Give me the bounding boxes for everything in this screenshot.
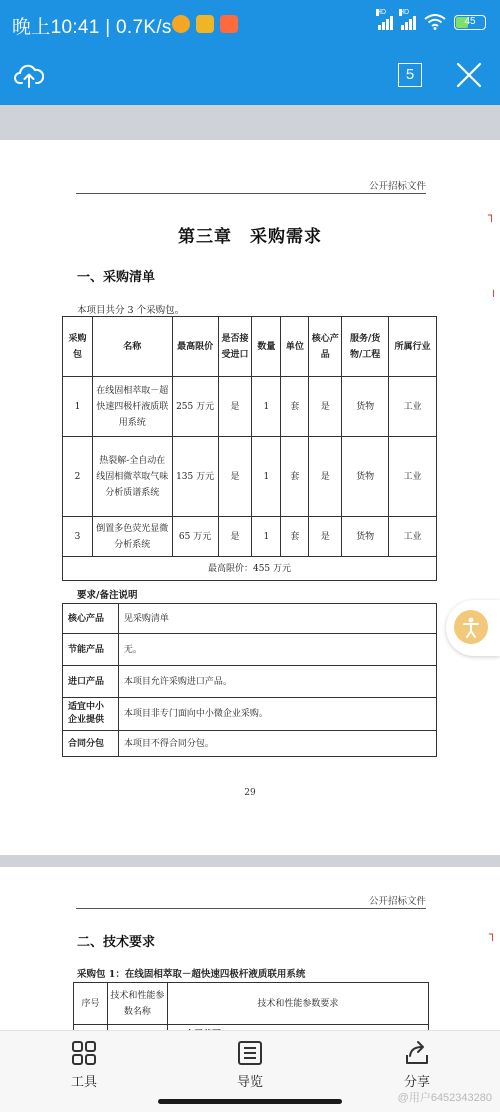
list-icon	[236, 1039, 264, 1067]
table-cell: 1	[63, 377, 93, 437]
table-cell: 货物	[342, 517, 389, 557]
table-cell: 在线固相萃取－超快速四极杆液质联用系统	[92, 377, 172, 437]
header-cell: 数量	[252, 317, 281, 377]
header-rule	[76, 193, 426, 194]
requirement-key: 核心产品	[63, 604, 119, 634]
outline-label: 导览	[236, 1074, 263, 1089]
table-cell: 工业	[389, 517, 437, 557]
table-cell: 工业	[389, 377, 437, 437]
requirement-key: 进口产品	[63, 666, 119, 698]
intro-text: 本项目共分 3 个采购包。	[77, 305, 185, 316]
running-head: 公开招标文件	[368, 181, 426, 192]
notification-icons	[172, 15, 238, 35]
table-cell: 是	[218, 437, 252, 517]
table-cell: 倒置多色荧光显微分析系统	[92, 517, 172, 557]
tools-button[interactable]	[44, 1039, 124, 1090]
table-cell: 是	[218, 517, 252, 557]
table-cell: 3	[63, 517, 93, 557]
app-header	[0, 0, 500, 105]
status-bar	[0, 0, 500, 50]
table-cell: 255 万元	[172, 377, 218, 437]
running-head: 公开招标文件	[368, 896, 426, 907]
red-stamp-mark: ┐	[488, 208, 496, 222]
table-total-row	[63, 557, 437, 581]
table-header-row	[63, 317, 437, 377]
requirement-value: 本项目非专门面向中小微企业采购。	[118, 698, 436, 731]
table-cell: 2	[63, 437, 93, 517]
document-page	[0, 140, 500, 855]
document-page	[0, 855, 500, 1035]
header-cell: 所属行业	[389, 317, 437, 377]
status-time: 晚上10:41 | 0.7K/s	[12, 17, 172, 38]
red-stamp-mark: ╵	[490, 290, 498, 304]
table-cell: 是	[309, 377, 342, 437]
viewer-toolbar	[0, 50, 500, 105]
red-stamp-mark: ┐	[489, 927, 497, 941]
table-cell: 工业	[389, 437, 437, 517]
requirement-value: 无。	[118, 634, 436, 666]
signal-icon: HD	[378, 14, 393, 30]
header-cell: 序号	[74, 983, 108, 1025]
header-cell: 单位	[281, 317, 309, 377]
table-row	[63, 437, 437, 517]
table-cell: 1	[252, 517, 281, 557]
status-right	[376, 9, 486, 30]
table-cell: 1	[252, 437, 281, 517]
table-row	[63, 731, 437, 757]
battery-icon: 45	[454, 15, 486, 30]
section-title: 一、采购清单	[77, 270, 156, 285]
requirement-key: 合同分包	[63, 731, 119, 757]
table-row	[63, 666, 437, 698]
table-cell: 套	[281, 517, 309, 557]
section-title: 二、技术要求	[77, 935, 156, 950]
header-cell: 名称	[92, 317, 172, 377]
table-cell: 是	[218, 377, 252, 437]
table-cell: 货物	[342, 377, 389, 437]
total-cell: 最高限价：455 万元	[63, 557, 437, 581]
table-row	[63, 634, 437, 666]
page-number: 29	[244, 788, 256, 798]
table-row	[63, 377, 437, 437]
signal-icon-2: HD	[401, 14, 416, 30]
requirement-value: 本项目允许采购进口产品。	[118, 666, 436, 698]
header-cell: 服务/货物/工程	[342, 317, 389, 377]
close-icon[interactable]	[456, 62, 482, 88]
table-row	[63, 698, 437, 731]
cloud-upload-icon[interactable]	[14, 62, 44, 90]
package-title: 采购包 1：在线固相萃取－超快速四极杆液质联用系统	[77, 969, 306, 980]
table-row	[63, 517, 437, 557]
app-notification-icon	[220, 15, 238, 33]
requirements-table	[62, 603, 437, 757]
watermark: @用户6452343280	[397, 1092, 492, 1104]
chapter-title: 第三章 采购需求	[178, 227, 322, 247]
table-header-row	[74, 983, 429, 1025]
header-cell: 技术和性能参数要求	[167, 983, 428, 1025]
header-cell: 技术和性能参数名称	[107, 983, 167, 1025]
header-rule	[76, 908, 426, 909]
weibo-icon	[172, 15, 190, 33]
floating-assist-button[interactable]	[446, 600, 500, 656]
header-cell: 采购包	[63, 317, 93, 377]
home-indicator[interactable]	[158, 1099, 342, 1104]
share-button[interactable]	[377, 1039, 457, 1090]
table-cell: 135 万元	[172, 437, 218, 517]
table-row	[63, 604, 437, 634]
notes-title: 要求/备注说明	[77, 590, 138, 601]
purchase-table	[62, 316, 437, 581]
share-icon	[403, 1039, 431, 1067]
table-cell: 1	[252, 377, 281, 437]
header-cell: 最高限价	[172, 317, 218, 377]
wifi-icon	[424, 14, 446, 30]
table-cell: 货物	[342, 437, 389, 517]
requirement-value: 见采购清单	[118, 604, 436, 634]
table-cell: 65 万元	[172, 517, 218, 557]
table-cell: 套	[281, 377, 309, 437]
tab-count-button[interactable]: 5	[398, 63, 422, 87]
bottom-toolbar	[0, 1030, 500, 1112]
table-cell: 是	[309, 437, 342, 517]
accessibility-icon	[454, 610, 488, 644]
table-cell: 热裂解-全自动在线固相微萃取气味分析质谱系统	[92, 437, 172, 517]
requirement-value: 本项目不得合同分包。	[118, 731, 436, 757]
table-cell: 套	[281, 437, 309, 517]
table-cell: 是	[309, 517, 342, 557]
outline-button[interactable]	[210, 1039, 290, 1090]
header-cell: 是否接受进口	[218, 317, 252, 377]
share-label: 分享	[403, 1074, 430, 1089]
requirement-key: 适宜中小企业提供	[63, 698, 119, 731]
tools-label: 工具	[70, 1074, 97, 1089]
notes-icon	[196, 15, 214, 33]
grid-icon	[70, 1039, 98, 1067]
requirement-key: 节能产品	[63, 634, 119, 666]
header-cell: 核心产品	[309, 317, 342, 377]
